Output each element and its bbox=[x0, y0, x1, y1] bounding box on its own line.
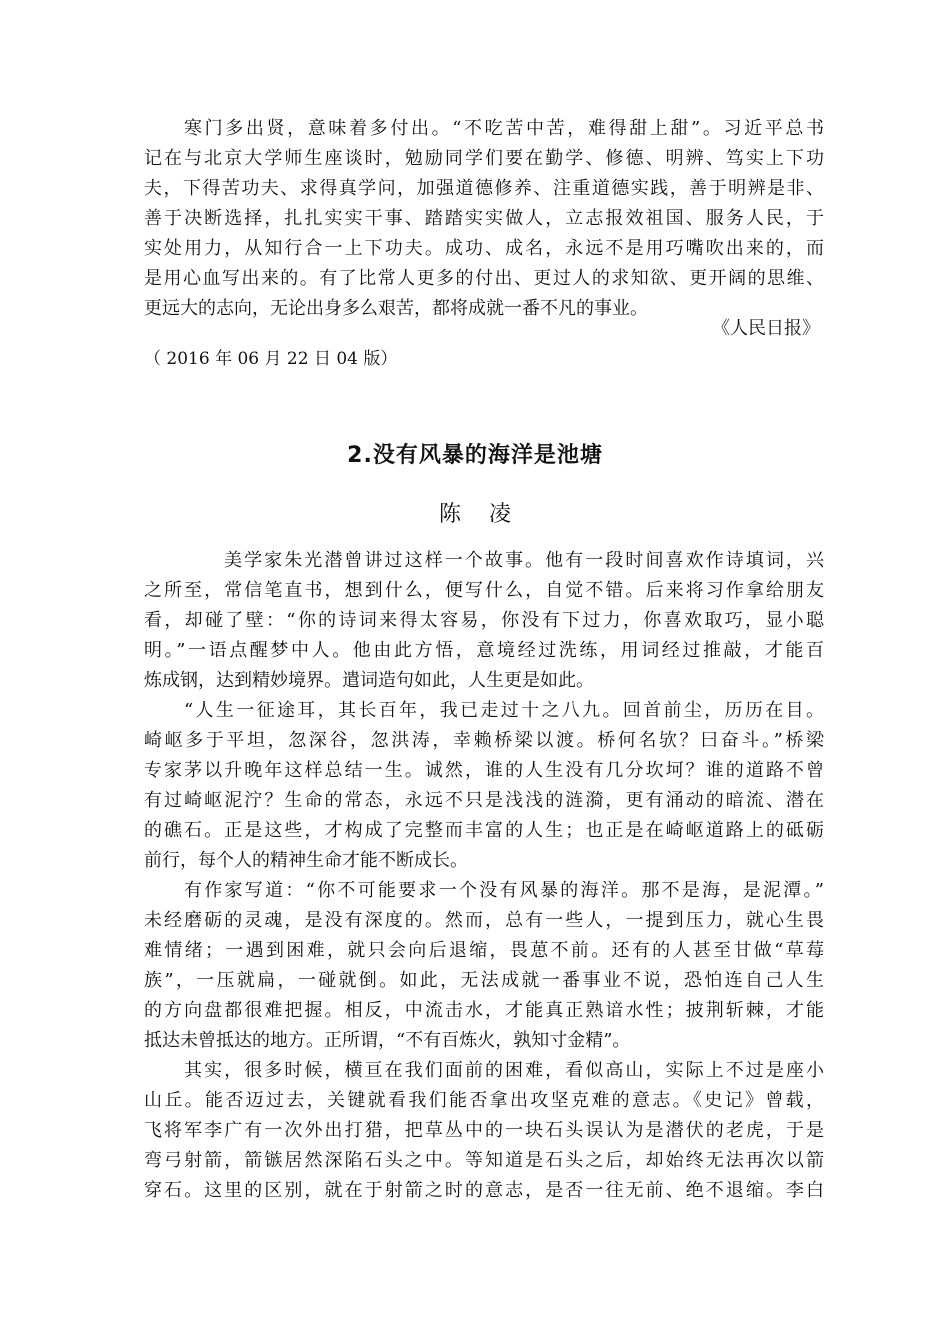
text-line: 穿石。这里的区别，就在于射箭之时的意志，是否一往无前、绝不退缩。李白 bbox=[144, 1180, 824, 1201]
paragraph-3 bbox=[144, 876, 824, 1056]
text-line: 记在与北京大学师生座谈时，勉励同学们要在勤学、修德、明辨、笃实上下功 bbox=[144, 148, 824, 169]
article-author: 陈凌 bbox=[438, 502, 539, 527]
text-line: 的礁石。正是这些，才构成了完整而丰富的人生；也正是在崎岖道路上的砥砺 bbox=[144, 820, 824, 841]
publication-date: （ 2016 年 06 月 22 日 04 版） bbox=[144, 349, 398, 369]
text-line: 的方向盘都很难把握。相反，中流击水，才能真正熟谙水性；披荆斩棘，才能 bbox=[144, 1000, 824, 1021]
text-line: 之所至，常信笔直书，想到什么，便写什么，自觉不错。后来将习作拿给朋友 bbox=[144, 580, 824, 601]
text-line: 专家茅以升晚年这样总结一生。诚然，谁的人生没有几分坎坷？谁的道路不曾 bbox=[144, 760, 824, 781]
text-line: 实处用力，从知行合一上下功夫。成功、成名，永远不是用巧嘴吹出来的，而 bbox=[144, 238, 824, 259]
paragraph-4 bbox=[144, 1056, 824, 1206]
source-citation: 《人民日报》 bbox=[712, 318, 820, 339]
text-line: 善于决断选择，扎扎实实干事、踏踏实实做人，立志报效祖国、服务人民，于 bbox=[144, 208, 824, 229]
text-line: 炼成钢，达到精妙境界。遣词造句如此，人生更是如此。 bbox=[144, 670, 594, 691]
text-line: 飞将军李广有一次外出打猎，把草丛中的一块石头误认为是潜伏的老虎，于是 bbox=[144, 1120, 824, 1141]
article-title: 2.没有风暴的海洋是池塘 bbox=[347, 443, 603, 468]
text-line: 弯弓射箭，箭镞居然深陷石头之中。等知道是石头之后，却始终无法再次以箭 bbox=[144, 1150, 824, 1171]
text-line: 未经磨砺的灵魂，是没有深度的。然而，总有一些人，一提到压力，就心生畏 bbox=[144, 910, 824, 931]
text-line: 明。”一语点醒梦中人。他由此方悟，意境经过洗练，用词经过推敲，才能百 bbox=[144, 640, 824, 661]
text-line: 更远大的志向，无论出身多么艰苦，都将成就一番不凡的事业。 bbox=[144, 298, 648, 319]
text-line: “人生一征途耳，其长百年，我已走过十之八九。回首前尘，历历在目。 bbox=[184, 700, 824, 721]
text-line: 崎岖多于平坦，忽深谷，忽洪涛，幸赖桥梁以渡。桥何名欤？曰奋斗。”桥梁 bbox=[144, 730, 824, 751]
paragraph-2 bbox=[144, 696, 824, 876]
text-line: 夫，下得苦功夫、求得真学问，加强道德修养、注重道德实践，善于明辨是非、 bbox=[144, 178, 824, 199]
text-line: 族”，一压就扁，一碰就倒。如此，无法成就一番事业不说，恐怕连自己人生 bbox=[144, 970, 824, 991]
text-line: 难情绪；一遇到困难，就只会向后退缩，畏葸不前。还有的人甚至甘做“草莓 bbox=[144, 940, 824, 961]
text-line: 美学家朱光潜曾讲过这样一个故事。他有一段时间喜欢作诗填词，兴 bbox=[224, 550, 824, 571]
text-line: 看，却碰了壁：“你的诗词来得太容易，你没有下过力，你喜欢取巧，显小聪 bbox=[144, 610, 824, 631]
section1-paragraph bbox=[144, 114, 824, 324]
text-line: 山丘。能否迈过去，关键就看我们能否拿出攻坚克难的意志。《史记》曾载， bbox=[144, 1090, 824, 1111]
text-line: 寒门多出贤，意味着多付出。“不吃苦中苦，难得甜上甜”。习近平总书 bbox=[184, 118, 824, 139]
text-line: 其实，很多时候，横亘在我们面前的困难，看似高山，实际上不过是座小 bbox=[184, 1060, 824, 1081]
text-line: 抵达未曾抵达的地方。正所谓，“不有百炼火，孰知寸金精”。 bbox=[144, 1030, 631, 1051]
text-line: 有过崎岖泥泞？生命的常态，永远不只是浅浅的涟漪，更有涌动的暗流、潜在 bbox=[144, 790, 824, 811]
text-line: 是用心血写出来的。有了比常人更多的付出、更过人的求知欲、更开阔的思维、 bbox=[144, 268, 824, 289]
text-line: 前行，每个人的精神生命才能不断成长。 bbox=[144, 850, 468, 871]
paragraph-1 bbox=[144, 546, 824, 696]
text-line: 有作家写道：“你不可能要求一个没有风暴的海洋。那不是海，是泥潭。” bbox=[184, 880, 824, 901]
